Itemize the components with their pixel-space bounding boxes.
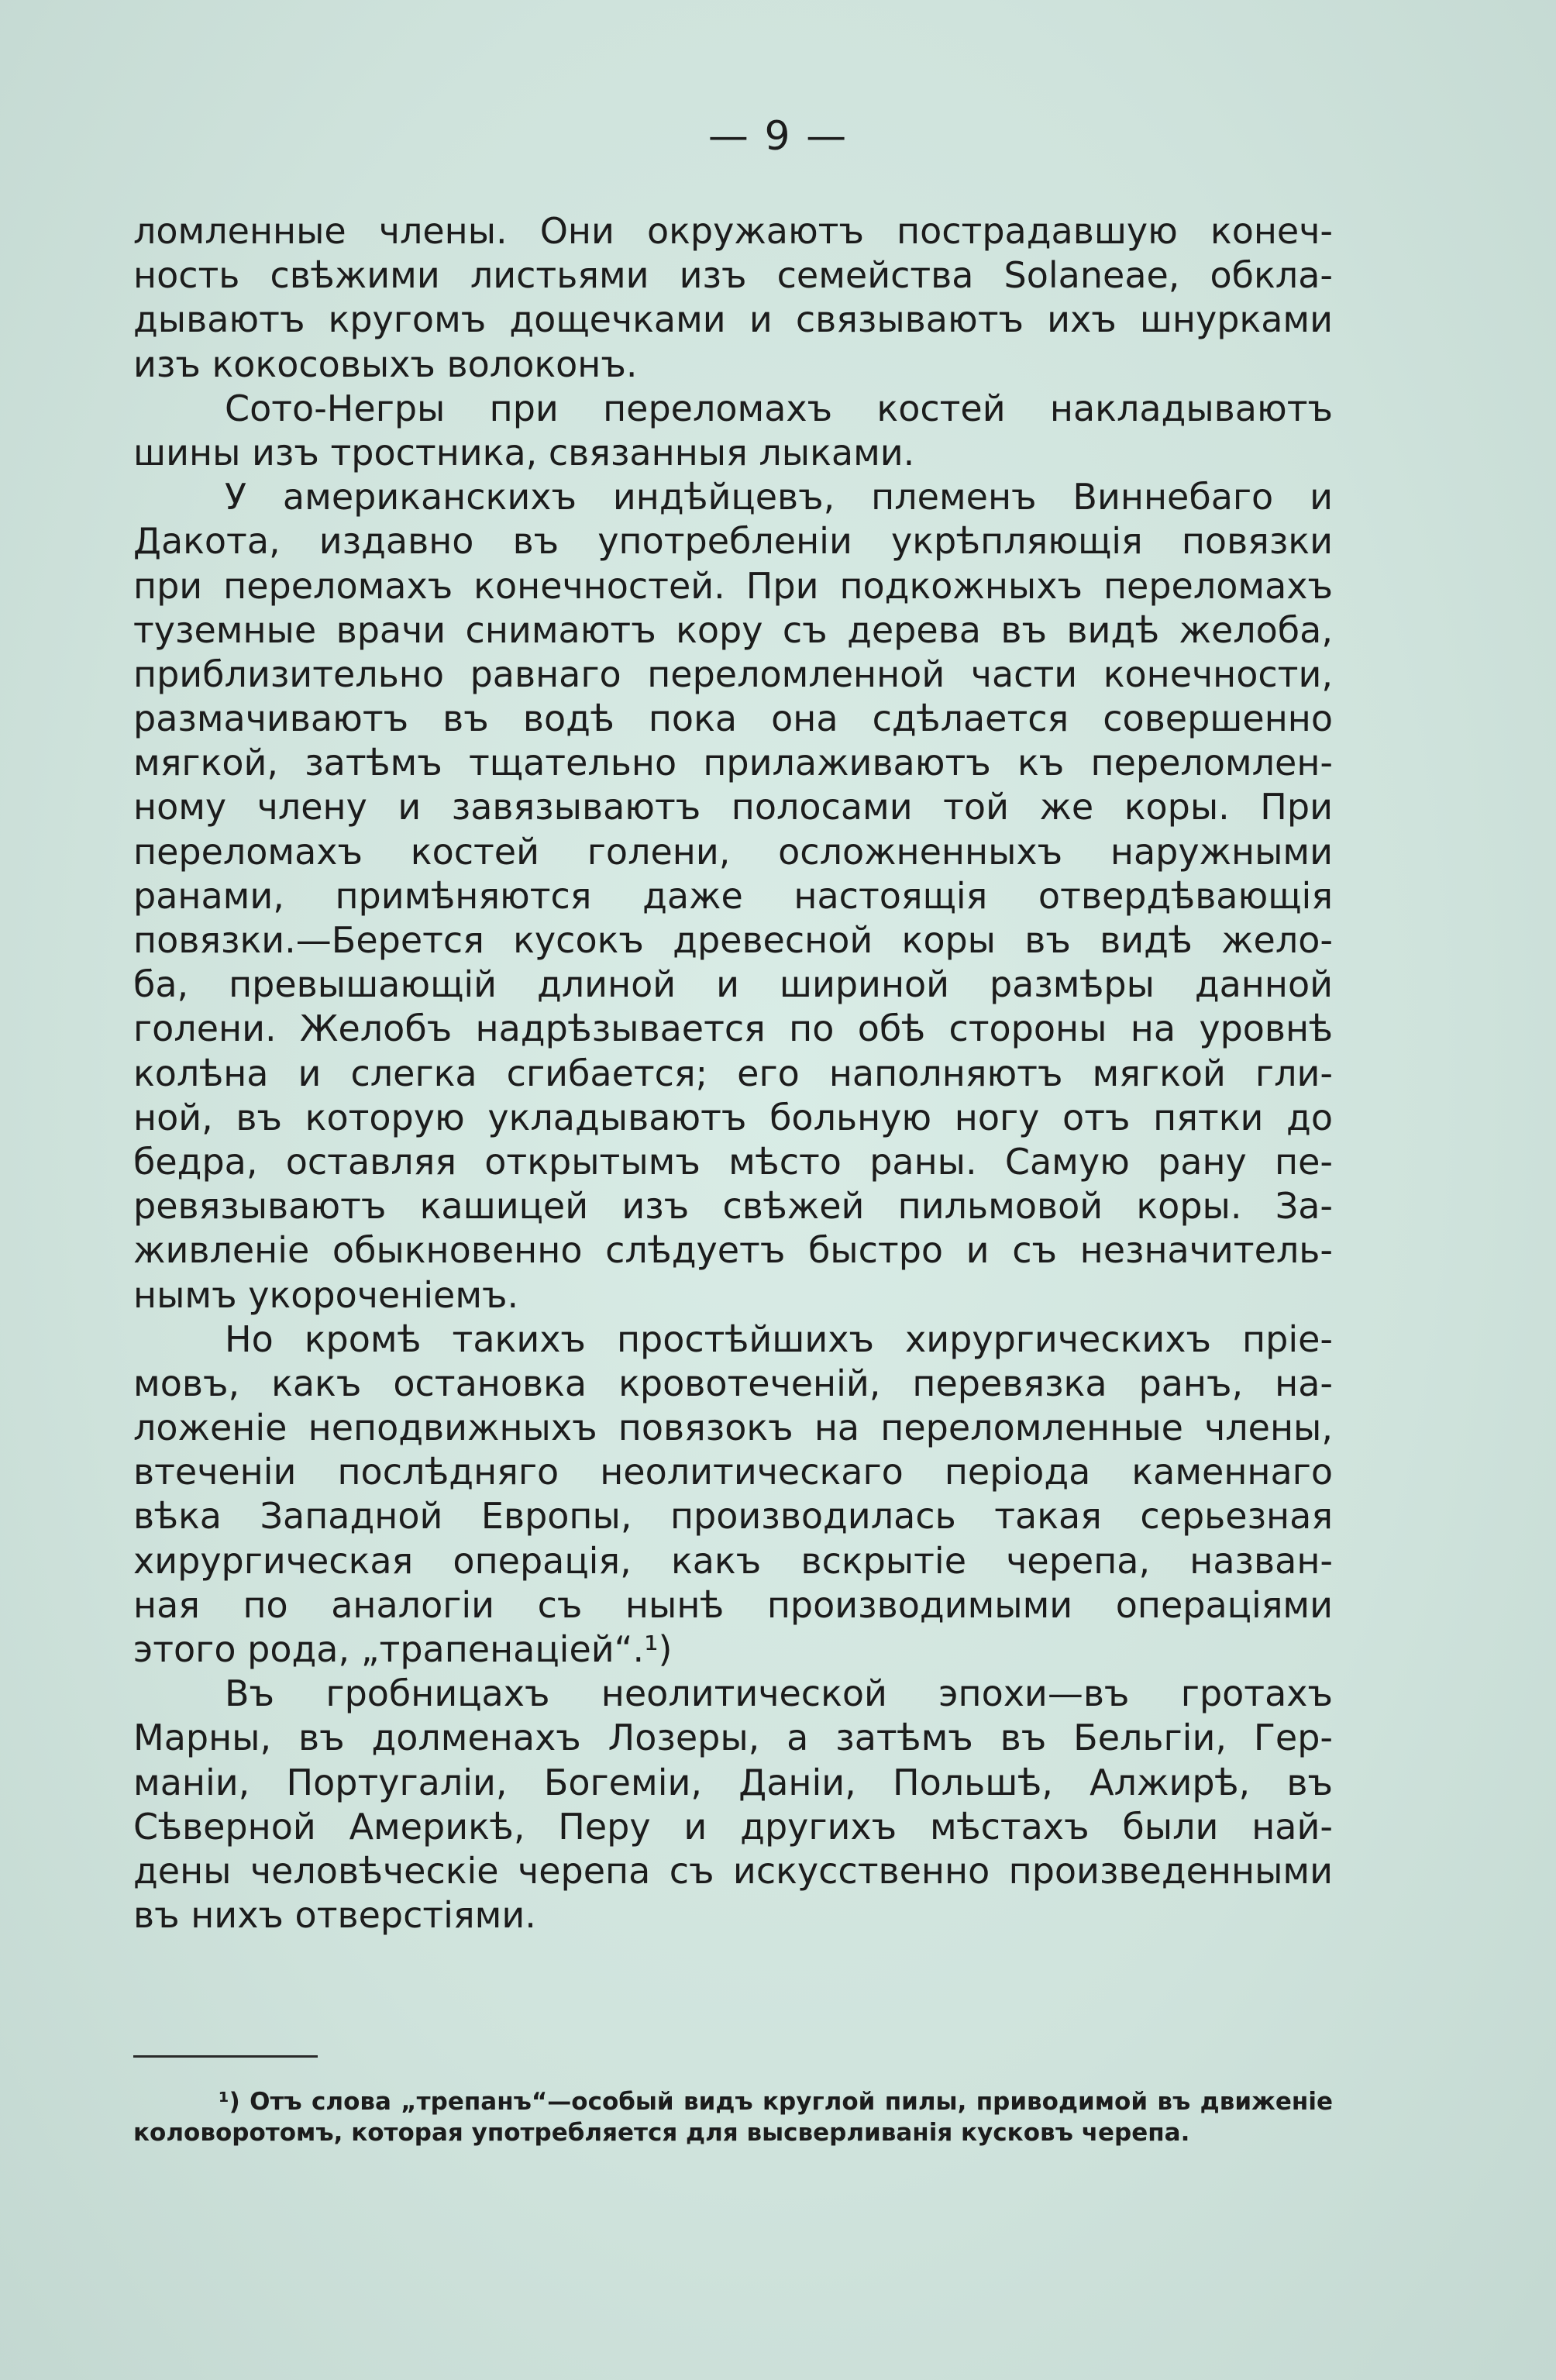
text-line: размачиваютъ въ водѣ пока она сдѣлается совершенно [133, 697, 1333, 740]
text-line: шины изъ тростника, связанныя лыками. [133, 431, 915, 474]
text-line: ность свѣжими листьями изъ семейства Solaneae, обкла- [133, 254, 1333, 297]
text-line: Дакота, издавно въ употребленіи укрѣпляющія повязки [133, 520, 1333, 563]
text-line: повязки.—Берется кусокъ древесной коры въ видѣ жело- [133, 919, 1333, 961]
text-line: У американскихъ индѣйцевъ, племенъ Виннебаго и [225, 476, 1333, 518]
text-line: бедра, оставляя открытымъ мѣсто раны. Самую рану пе- [133, 1140, 1333, 1183]
text-line: мягкой, затѣмъ тщательно прилаживаютъ къ переломлен- [133, 742, 1333, 784]
text-line: ная по аналогіи съ нынѣ производимыми операціями [133, 1583, 1333, 1626]
text-line: ному члену и завязываютъ полосами той же коры. При [133, 786, 1333, 828]
text-line: ной, въ которую укладываютъ больную ногу отъ пятки до [133, 1096, 1333, 1138]
text-line: изъ кокосовыхъ волоконъ. [133, 343, 638, 385]
page-number: — 9 — [707, 113, 849, 160]
text-line: дены человѣческіе черепа съ искусственно произведенными [133, 1849, 1333, 1892]
text-line: при переломахъ конечностей. При подкожныхъ переломахъ [133, 564, 1333, 607]
text-line: вѣка Западной Европы, производилась такая серьезная [133, 1495, 1333, 1538]
text-line: дываютъ кругомъ дощечками и связываютъ ихъ шнурками [133, 298, 1333, 341]
text-line: Сото-Негры при переломахъ костей накладываютъ [225, 387, 1333, 429]
text-line: нымъ укороченіемъ. [133, 1273, 519, 1316]
footnote-line: коловоротомъ, которая употребляется для высверливанія кусковъ черепа. [133, 2119, 1190, 2147]
text-line: голени. Желобъ надрѣзывается по обѣ стороны на уровнѣ [133, 1007, 1333, 1050]
text-line: колѣна и слегка сгибается; его наполняютъ мягкой гли- [133, 1052, 1333, 1094]
text-line: этого рода, „трапенаціей“.¹) [133, 1628, 673, 1670]
text-line: маніи, Португаліи, Богеміи, Даніи, Польшѣ, Алжирѣ, въ [133, 1761, 1333, 1803]
text-line: ложеніе неподвижныхъ повязокъ на переломленные члены, [133, 1407, 1333, 1449]
text-line: приблизительно равнаго переломленной части конечности, [133, 653, 1333, 695]
text-line: Сѣверной Америкѣ, Перу и другихъ мѣстахъ были най- [133, 1805, 1333, 1848]
footnote-rule [133, 2055, 318, 2058]
text-line: туземные врачи снимаютъ кору съ дерева въ видѣ желоба, [133, 608, 1333, 651]
text-line: Марны, въ долменахъ Лозеры, а затѣмъ въ Бельгіи, Гер- [133, 1717, 1333, 1759]
text-line: переломахъ костей голени, осложненныхъ наружными [133, 830, 1333, 873]
text-line: ломленные члены. Они окружаютъ пострадавшую конеч- [133, 210, 1333, 252]
text-line: Въ гробницахъ неолитической эпохи—въ гротахъ [225, 1672, 1333, 1715]
text-line: въ нихъ отверстіями. [133, 1894, 536, 1937]
body-text [133, 209, 1333, 1937]
footnote [133, 2086, 1333, 2148]
text-line: Но кромѣ такихъ простѣйшихъ хирургическихъ пріе- [225, 1317, 1333, 1360]
text-line: мовъ, какъ остановка кровотеченій, перевязка ранъ, на- [133, 1362, 1333, 1404]
text-line: живленіе обыкновенно слѣдуетъ быстро и съ незначитель- [133, 1229, 1333, 1272]
text-line: ба, превышающій длиной и шириной размѣры данной [133, 963, 1333, 1006]
text-line: хирургическая операція, какъ вскрытіе черепа, назван- [133, 1539, 1333, 1582]
text-line: ранами, примѣняются даже настоящія отвердѣвающія [133, 874, 1333, 917]
text-line: втеченіи послѣдняго неолитическаго періода каменнаго [133, 1451, 1333, 1493]
footnote-line: ¹) Отъ слова „трепанъ“—особый видъ круглой пилы, приводимой въ движеніе [219, 2088, 1333, 2116]
text-line: ревязываютъ кашицей изъ свѣжей пильмовой коры. За- [133, 1185, 1333, 1228]
